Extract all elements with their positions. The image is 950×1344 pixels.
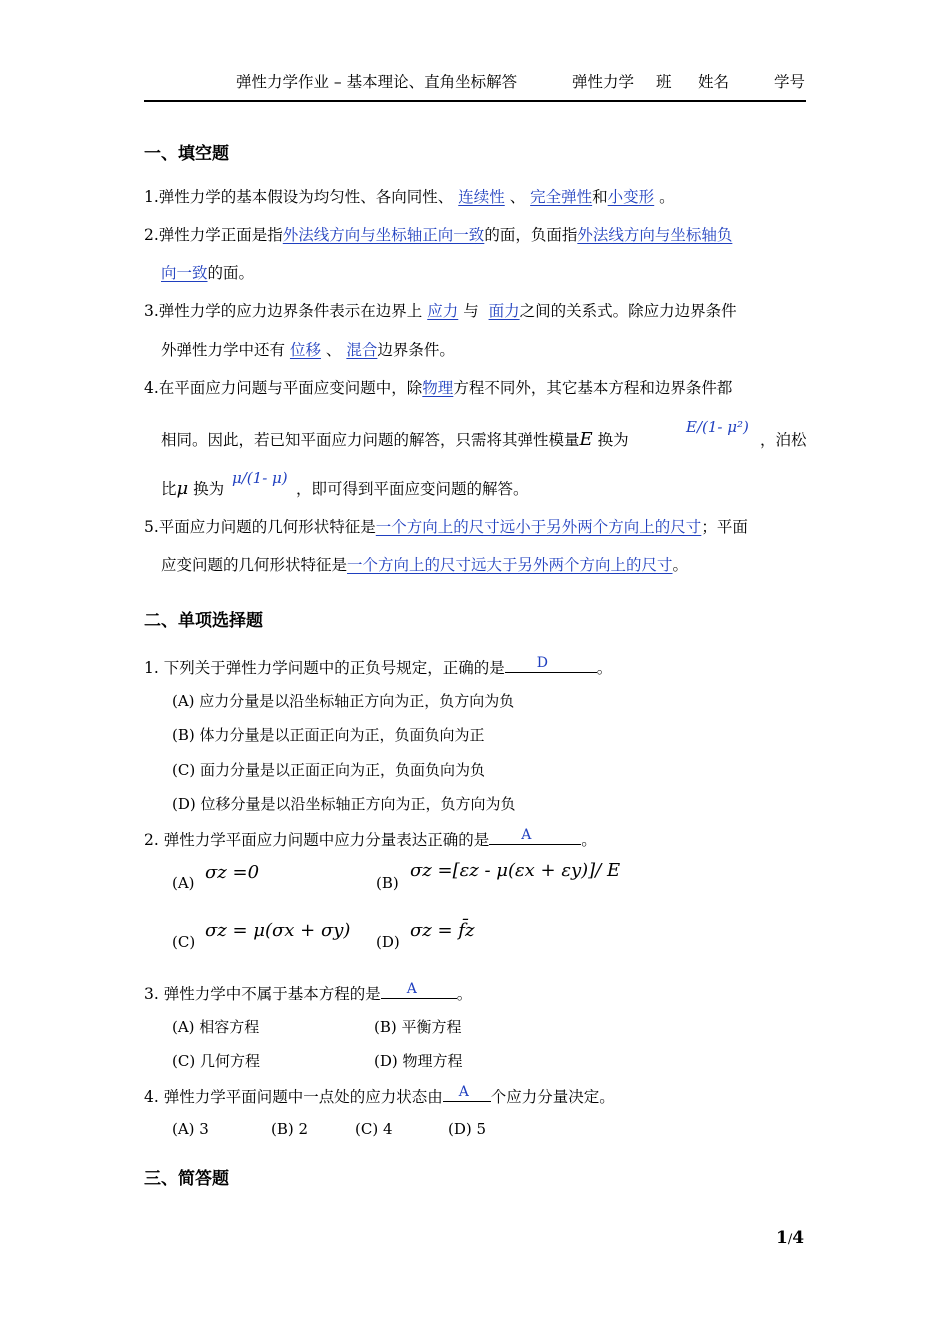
option-label: (C) (172, 933, 196, 951)
option: (D) 位移分量是以沿坐标轴正方向为正，负方向为负 (172, 795, 516, 813)
header-id-label: 学号 (774, 73, 806, 91)
header-class-label: 班 (656, 73, 672, 91)
answer: 混合 (346, 341, 378, 359)
option: (B) 平衡方程 (374, 1018, 462, 1036)
formula-option-a: σz =0 (205, 862, 260, 883)
answer: 外法线方向与坐标轴负 (577, 226, 733, 244)
question-1-2-cont: 向一致的面。 (161, 264, 255, 282)
option: (A) 相容方程 (172, 1018, 260, 1036)
answer: 物理 (422, 379, 454, 397)
section-heading-multiple-choice: 二、单项选择题 (144, 611, 263, 631)
question-1-5-cont: 应变问题的几何形状特征是一个方向上的尺寸远大于另外两个方向上的尺寸。 (161, 556, 689, 574)
question-2-4: 4. 弹性力学平面问题中一点处的应力状态由 A 个应力分量决定。 (144, 1084, 615, 1106)
option: (B) 体力分量是以正面正向为正，负面负向为正 (172, 726, 485, 744)
section-heading-short-answer: 三、简答题 (144, 1169, 229, 1189)
question-1-3-cont: 外弹性力学中还有 位移 、 混合边界条件。 (161, 341, 455, 359)
answer: 一个方向上的尺寸远小于另外两个方向上的尺寸 (375, 518, 702, 536)
option: (B) 2 (271, 1120, 309, 1138)
question-1-4-end: ，即可得到平面应变问题的解答。 (296, 480, 529, 498)
page-number: 1/4 (776, 1228, 805, 1248)
question-1-4-tail: ，泊松 (760, 431, 807, 449)
formula-option-b: σz =[εz - μ(εx + εy)]/ E (410, 860, 621, 881)
formula-option-c: σz = μ(σx + σy) (205, 920, 351, 941)
formula-e-prime: E/(1- μ²) (686, 418, 749, 436)
option: (C) 面力分量是以正面正向为正，负面负向为负 (172, 761, 485, 779)
option: (A) 应力分量是以沿坐标轴正方向为正，负方向为负 (172, 692, 515, 710)
header-name-label: 姓名 (698, 73, 730, 91)
answer: 外法线方向与坐标轴正向一致 (282, 226, 485, 244)
option: (A) 3 (172, 1120, 209, 1138)
option-label: (A) (172, 874, 195, 892)
formula-mu-prime: μ/(1- μ) (232, 469, 288, 487)
answer: 一个方向上的尺寸远大于另外两个方向上的尺寸 (347, 556, 673, 574)
option-label: (D) (376, 933, 400, 951)
question-1-4-cont2: 比μ 换为 (161, 478, 225, 499)
answer: 完全弹性 (530, 188, 593, 206)
question-1-2: 2.弹性力学正面是指外法线方向与坐标轴正向一致的面，负面指外法线方向与坐标轴负 (144, 226, 733, 244)
header-course: 弹性力学 (572, 73, 635, 91)
answer: A (521, 827, 532, 843)
option-label: (B) (376, 874, 399, 892)
answer: A (406, 981, 417, 997)
formula-option-d: σz = f̄z (410, 920, 475, 941)
answer: 向一致 (161, 264, 208, 282)
question-1-4-cont: 相同。因此，若已知平面应力问题的解答，只需将其弹性模量E 换为 (161, 429, 629, 450)
option: (C) 几何方程 (172, 1052, 260, 1070)
answer: D (536, 655, 548, 671)
question-2-2: 2. 弹性力学平面应力问题中应力分量表达正确的是 A 。 (144, 827, 597, 849)
option: (D) 物理方程 (374, 1052, 463, 1070)
section-heading-fill-in: 一、填空题 (144, 144, 229, 164)
answer: 面力 (488, 302, 520, 320)
answer: 位移 (289, 341, 321, 359)
answer: A (458, 1084, 469, 1100)
question-2-1: 1. 下列关于弹性力学问题中的正负号规定，正确的是 D 。 (144, 655, 613, 677)
header-title: 弹性力学作业 – 基本理论、直角坐标解答 (236, 73, 518, 91)
option: (C) 4 (355, 1120, 393, 1138)
question-1-4: 4.在平面应力问题与平面应变问题中，除物理方程不同外，其它基本方程和边界条件都 (144, 379, 733, 397)
question-1-3: 3.弹性力学的应力边界条件表示在边界上 应力 与 面力之间的关系式。除应力边界条件 (144, 302, 737, 320)
answer: 应力 (427, 302, 459, 320)
answer: 连续性 (458, 188, 505, 206)
answer: 小变形 (607, 188, 655, 206)
question-2-3: 3. 弹性力学中不属于基本方程的是 A 。 (144, 981, 473, 1003)
option: (D) 5 (448, 1120, 487, 1138)
question-1-5: 5.平面应力问题的几何形状特征是一个方向上的尺寸远小于另外两个方向上的尺寸；平面 (144, 518, 748, 536)
question-1-1: 1.弹性力学的基本假设为均匀性、各向同性、 连续性 、 完全弹性和小变形 。 (144, 188, 675, 206)
